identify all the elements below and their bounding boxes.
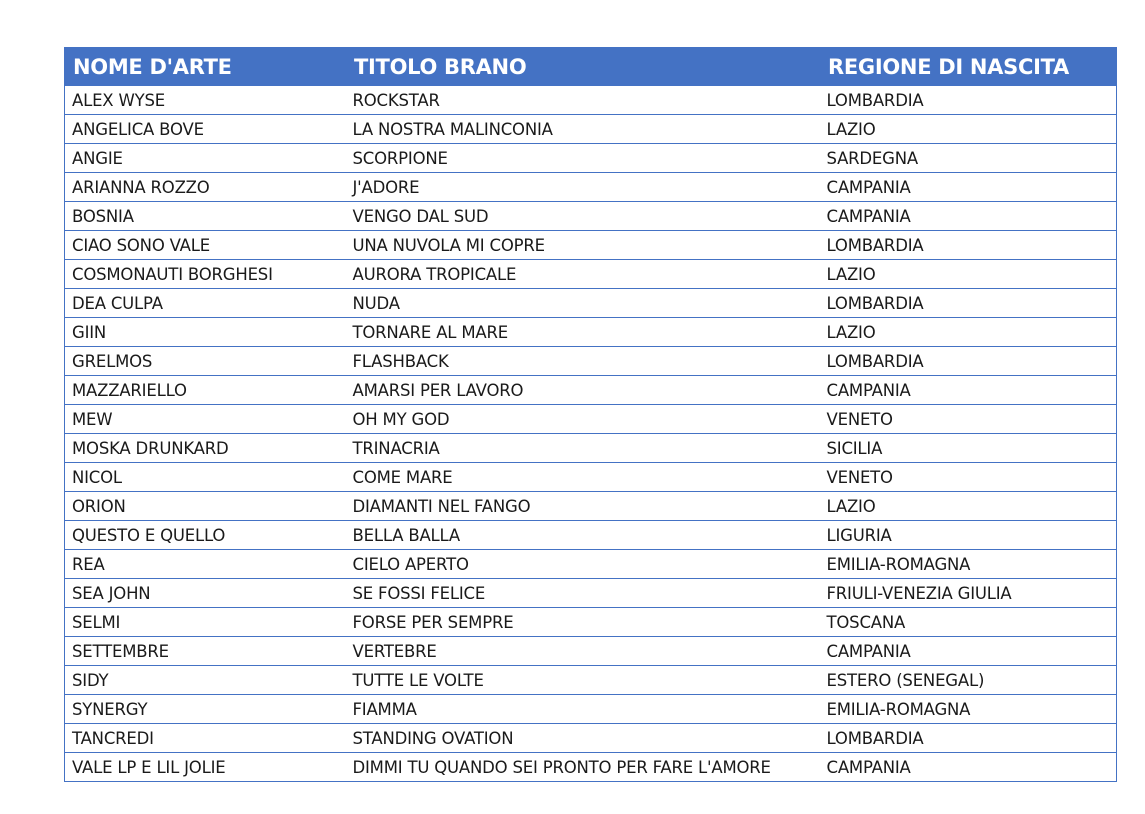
cell-birth-region: CAMPANIA <box>820 173 1117 202</box>
table-row <box>65 144 1117 173</box>
cell-stage-name: SIDY <box>65 666 346 695</box>
cell-birth-region: LAZIO <box>820 318 1117 347</box>
header-song-title: TITOLO BRANO <box>346 48 820 86</box>
cell-birth-region: EMILIA-ROMAGNA <box>820 695 1117 724</box>
table-row <box>65 463 1117 492</box>
cell-birth-region: ESTERO (SENEGAL) <box>820 666 1117 695</box>
table-body <box>65 86 1117 782</box>
cell-birth-region: LOMBARDIA <box>820 231 1117 260</box>
header-birth-region: REGIONE DI NASCITA <box>820 48 1117 86</box>
cell-birth-region: VENETO <box>820 463 1117 492</box>
cell-song-title: DIMMI TU QUANDO SEI PRONTO PER FARE L'AMORE <box>346 753 820 782</box>
table-row <box>65 376 1117 405</box>
cell-stage-name: ANGELICA BOVE <box>65 115 346 144</box>
cell-song-title: AURORA TROPICALE <box>346 260 820 289</box>
table-row <box>65 695 1117 724</box>
table-row <box>65 202 1117 231</box>
table-row <box>65 434 1117 463</box>
table-row <box>65 637 1117 666</box>
cell-birth-region: CAMPANIA <box>820 376 1117 405</box>
cell-birth-region: SICILIA <box>820 434 1117 463</box>
table-row <box>65 173 1117 202</box>
cell-birth-region: LAZIO <box>820 260 1117 289</box>
cell-stage-name: ANGIE <box>65 144 346 173</box>
cell-song-title: STANDING OVATION <box>346 724 820 753</box>
table-header <box>65 48 1117 86</box>
cell-stage-name: TANCREDI <box>65 724 346 753</box>
cell-birth-region: LOMBARDIA <box>820 86 1117 115</box>
cell-birth-region: CAMPANIA <box>820 202 1117 231</box>
cell-stage-name: ORION <box>65 492 346 521</box>
cell-stage-name: SETTEMBRE <box>65 637 346 666</box>
table-row <box>65 666 1117 695</box>
cell-birth-region: CAMPANIA <box>820 637 1117 666</box>
cell-song-title: TRINACRIA <box>346 434 820 463</box>
table-row <box>65 579 1117 608</box>
table-row <box>65 724 1117 753</box>
cell-stage-name: MAZZARIELLO <box>65 376 346 405</box>
cell-birth-region: LOMBARDIA <box>820 347 1117 376</box>
table-row <box>65 753 1117 782</box>
table-row <box>65 492 1117 521</box>
cell-song-title: VENGO DAL SUD <box>346 202 820 231</box>
cell-stage-name: ALEX WYSE <box>65 86 346 115</box>
table-row <box>65 405 1117 434</box>
cell-stage-name: CIAO SONO VALE <box>65 231 346 260</box>
cell-song-title: SCORPIONE <box>346 144 820 173</box>
cell-birth-region: LAZIO <box>820 115 1117 144</box>
cell-stage-name: NICOL <box>65 463 346 492</box>
cell-song-title: LA NOSTRA MALINCONIA <box>346 115 820 144</box>
table-row <box>65 86 1117 115</box>
cell-song-title: TUTTE LE VOLTE <box>346 666 820 695</box>
cell-birth-region: TOSCANA <box>820 608 1117 637</box>
cell-song-title: VERTEBRE <box>346 637 820 666</box>
cell-birth-region: LOMBARDIA <box>820 724 1117 753</box>
cell-stage-name: SELMI <box>65 608 346 637</box>
cell-birth-region: VENETO <box>820 405 1117 434</box>
header-row <box>65 48 1117 86</box>
cell-stage-name: REA <box>65 550 346 579</box>
cell-birth-region: LAZIO <box>820 492 1117 521</box>
cell-song-title: SE FOSSI FELICE <box>346 579 820 608</box>
cell-song-title: UNA NUVOLA MI COPRE <box>346 231 820 260</box>
cell-stage-name: DEA CULPA <box>65 289 346 318</box>
cell-stage-name: ARIANNA ROZZO <box>65 173 346 202</box>
cell-song-title: J'ADORE <box>346 173 820 202</box>
cell-song-title: FLASHBACK <box>346 347 820 376</box>
artist-table-container <box>64 47 1116 782</box>
cell-song-title: DIAMANTI NEL FANGO <box>346 492 820 521</box>
table-row <box>65 347 1117 376</box>
cell-song-title: BELLA BALLA <box>346 521 820 550</box>
artist-table <box>64 47 1117 782</box>
cell-song-title: AMARSI PER LAVORO <box>346 376 820 405</box>
cell-song-title: OH MY GOD <box>346 405 820 434</box>
cell-birth-region: LIGURIA <box>820 521 1117 550</box>
table-row <box>65 318 1117 347</box>
cell-stage-name: BOSNIA <box>65 202 346 231</box>
cell-stage-name: QUESTO E QUELLO <box>65 521 346 550</box>
cell-song-title: NUDA <box>346 289 820 318</box>
header-stage-name: NOME D'ARTE <box>65 48 346 86</box>
cell-song-title: TORNARE AL MARE <box>346 318 820 347</box>
cell-stage-name: MOSKA DRUNKARD <box>65 434 346 463</box>
cell-stage-name: COSMONAUTI BORGHESI <box>65 260 346 289</box>
cell-stage-name: VALE LP E LIL JOLIE <box>65 753 346 782</box>
cell-song-title: ROCKSTAR <box>346 86 820 115</box>
cell-birth-region: EMILIA-ROMAGNA <box>820 550 1117 579</box>
cell-birth-region: FRIULI-VENEZIA GIULIA <box>820 579 1117 608</box>
cell-stage-name: GIIN <box>65 318 346 347</box>
cell-song-title: FORSE PER SEMPRE <box>346 608 820 637</box>
cell-song-title: FIAMMA <box>346 695 820 724</box>
table-row <box>65 550 1117 579</box>
table-row <box>65 231 1117 260</box>
table-row <box>65 521 1117 550</box>
cell-stage-name: SYNERGY <box>65 695 346 724</box>
table-row <box>65 260 1117 289</box>
table-row <box>65 115 1117 144</box>
cell-stage-name: SEA JOHN <box>65 579 346 608</box>
cell-stage-name: MEW <box>65 405 346 434</box>
cell-birth-region: SARDEGNA <box>820 144 1117 173</box>
cell-song-title: CIELO APERTO <box>346 550 820 579</box>
cell-birth-region: LOMBARDIA <box>820 289 1117 318</box>
table-row <box>65 289 1117 318</box>
cell-stage-name: GRELMOS <box>65 347 346 376</box>
cell-birth-region: CAMPANIA <box>820 753 1117 782</box>
cell-song-title: COME MARE <box>346 463 820 492</box>
table-row <box>65 608 1117 637</box>
